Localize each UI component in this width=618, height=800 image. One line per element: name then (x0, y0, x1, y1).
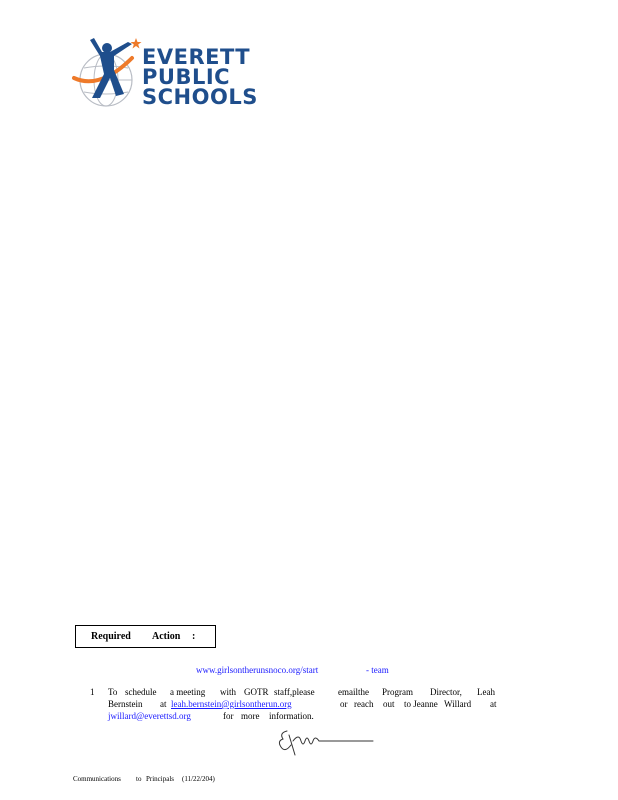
word: Bernstein (108, 699, 143, 709)
item-number: 1 (90, 687, 95, 697)
action-label: Action (152, 631, 181, 642)
action-colon: : (192, 631, 196, 642)
footer-communications: Communications (73, 775, 121, 783)
item-text (108, 686, 500, 722)
jeanne-email-link[interactable]: jwillard@everettsd.org (108, 711, 191, 721)
word: emailthe (338, 687, 369, 697)
word: or (340, 699, 348, 709)
word: staff,please (274, 687, 315, 697)
footer-to: to (136, 775, 142, 783)
word: reach (354, 699, 374, 709)
footer-principals: Principals (146, 775, 174, 783)
item-line-1 (108, 686, 500, 698)
logo-line-public: PUBLIC (142, 65, 231, 89)
runner-globe-icon (70, 34, 142, 112)
handwritten-signature (275, 727, 375, 757)
item-line-2 (108, 698, 500, 710)
word: to Jeanne (404, 699, 438, 709)
word: out (383, 699, 395, 709)
leah-email-link[interactable]: leah.bernstein@girlsontherun.org (171, 699, 292, 709)
word: at (490, 699, 497, 709)
required-label: Required (91, 631, 131, 642)
word: information. (269, 711, 314, 721)
item-line-3 (108, 710, 500, 722)
gotr-team-suffix[interactable]: - team (366, 665, 389, 675)
everett-public-schools-logo (70, 34, 258, 114)
gotr-start-link[interactable]: www.girlsontherunsnoco.org/start (196, 665, 319, 675)
word: more (241, 711, 260, 721)
word: Willard (444, 699, 472, 709)
word: To (108, 687, 118, 697)
word: at (160, 699, 167, 709)
logo-line-schools: SCHOOLS (142, 85, 258, 109)
word: with (220, 687, 237, 697)
word: Director, (430, 687, 462, 697)
logo-wordmark (142, 47, 258, 107)
word: Program (382, 687, 413, 697)
word: a meeting (170, 687, 206, 697)
word: Leah (477, 687, 495, 697)
required-action-box (75, 625, 216, 648)
word: GOTR (244, 687, 269, 697)
word: schedule (125, 687, 157, 697)
footer-date: (11/22/204) (182, 775, 215, 783)
logo-line-everett: EVERETT (142, 45, 251, 69)
word: for (223, 711, 234, 721)
